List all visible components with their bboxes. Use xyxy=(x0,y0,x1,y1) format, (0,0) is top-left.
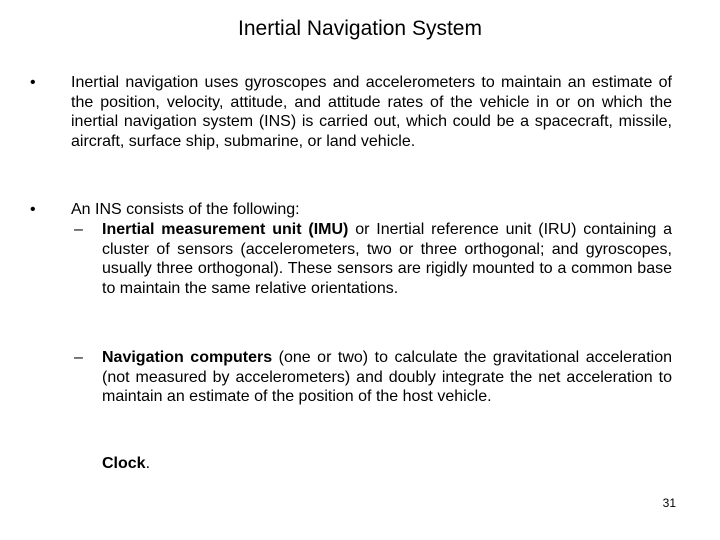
bullet-ins-components xyxy=(30,200,672,220)
sub-item-imu xyxy=(74,220,672,298)
sub-item-description: (one or two) to calculate the gravitational acceleration (not measured by accelerometers) and doubly integrate the net acceleration to maintain an estimate of the position of the host vehicle. xyxy=(102,349,672,406)
dash-marker: – xyxy=(74,221,83,238)
sub-item-clock xyxy=(74,454,672,474)
slide-title: Inertial Navigation System xyxy=(238,17,482,40)
sub-item-description: or Inertial reference unit (IRU) containing a cluster of sensors (accelerometers, two or three orthogonal; and gyroscopes, usually three orthogonal). These sensors are rigidly mounted to a common base to maintain the same relative orientations. xyxy=(102,221,672,297)
bullet-ins-definition xyxy=(30,73,672,151)
dash-marker: – xyxy=(74,349,83,366)
page-number: 31 xyxy=(662,496,676,510)
sub-item-description: . xyxy=(145,455,151,472)
bullet-marker: • xyxy=(30,201,36,218)
bullet-text: An INS consists of the following: xyxy=(71,201,300,218)
bullet-marker: • xyxy=(30,74,36,91)
sub-item-text xyxy=(102,220,672,298)
sub-item-term: Inertial measurement unit (IMU) xyxy=(102,221,349,238)
sub-item-navigation-computers xyxy=(74,348,672,407)
sub-item-text xyxy=(102,454,672,474)
bullet-text: Inertial navigation uses gyroscopes and accelerometers to maintain an estimate of the position, velocity, attitude, and attitude rates of the vehicle in or on which the inertial navigation system (INS) is carried out, which could be a spacecraft, missile, aircraft, surface ship, submarine, or land vehicle. xyxy=(71,74,672,150)
sub-item-text xyxy=(102,348,672,407)
sub-item-term: Clock xyxy=(102,455,146,472)
sub-item-term: Navigation computers xyxy=(102,349,273,366)
